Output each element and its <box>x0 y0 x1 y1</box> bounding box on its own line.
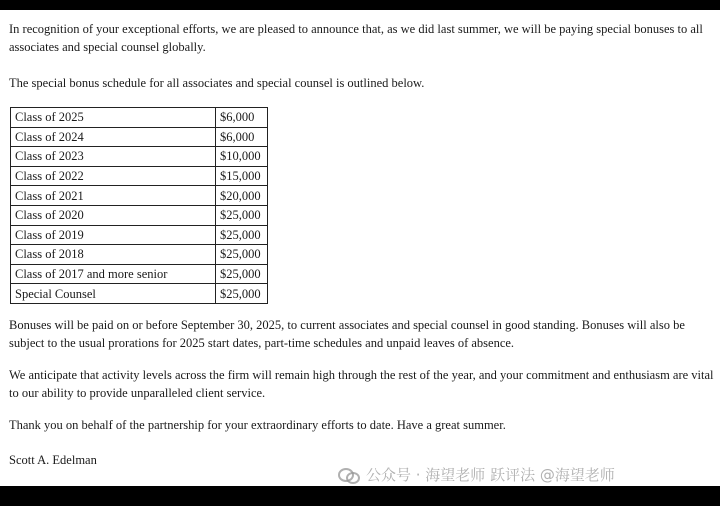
class-cell: Class of 2021 <box>11 186 216 206</box>
wechat-icon <box>338 466 360 484</box>
class-cell: Class of 2018 <box>11 245 216 265</box>
amount-cell: $20,000 <box>216 186 268 206</box>
signature: Scott A. Edelman <box>9 453 97 467</box>
table-row <box>11 186 268 206</box>
amount-cell: $25,000 <box>216 264 268 284</box>
table-row <box>11 166 268 186</box>
class-cell: Class of 2019 <box>11 225 216 245</box>
class-cell: Class of 2024 <box>11 127 216 147</box>
intro-paragraph: In recognition of your exceptional efforts, we are pleased to announce that, as we did last summer, we will be paying special bonuses to all associates and special counsel globally. <box>9 22 703 54</box>
bottom-bar <box>0 486 720 506</box>
table-row <box>11 205 268 225</box>
class-cell: Class of 2017 and more senior <box>11 264 216 284</box>
table-row <box>11 127 268 147</box>
class-cell: Class of 2022 <box>11 166 216 186</box>
bonus-schedule-table <box>10 107 268 304</box>
table-row <box>11 284 268 304</box>
table-row <box>11 264 268 284</box>
amount-cell: $6,000 <box>216 127 268 147</box>
class-cell: Class of 2023 <box>11 147 216 167</box>
amount-cell: $15,000 <box>216 166 268 186</box>
class-cell: Special Counsel <box>11 284 216 304</box>
watermark-text: 公众号 · 海望老师 跃评法 @海望老师 <box>366 466 615 484</box>
amount-cell: $25,000 <box>216 284 268 304</box>
table-row <box>11 108 268 128</box>
class-cell: Class of 2025 <box>11 108 216 128</box>
table-row <box>11 245 268 265</box>
class-cell: Class of 2020 <box>11 205 216 225</box>
schedule-intro-paragraph: The special bonus schedule for all associates and special counsel is outlined below. <box>9 76 425 90</box>
amount-cell: $25,000 <box>216 225 268 245</box>
amount-cell: $25,000 <box>216 205 268 225</box>
watermark <box>338 466 615 484</box>
table-row <box>11 147 268 167</box>
payment-paragraph: Bonuses will be paid on or before September 30, 2025, to current associates and special counsel in good standing. Bonuses will also be subject to the usual prorations for 2025 start dates, part-time schedules and unpaid leaves of absence. <box>9 318 685 350</box>
table-row <box>11 225 268 245</box>
amount-cell: $25,000 <box>216 245 268 265</box>
amount-cell: $10,000 <box>216 147 268 167</box>
letter-page <box>0 10 720 486</box>
amount-cell: $6,000 <box>216 108 268 128</box>
thanks-paragraph: Thank you on behalf of the partnership for your extraordinary efforts to date. Have a great summer. <box>9 418 506 432</box>
anticipation-paragraph: We anticipate that activity levels across the firm will remain high through the rest of the year, and your commitment and enthusiasm are vital to our ability to provide unparalleled client service. <box>9 368 714 400</box>
